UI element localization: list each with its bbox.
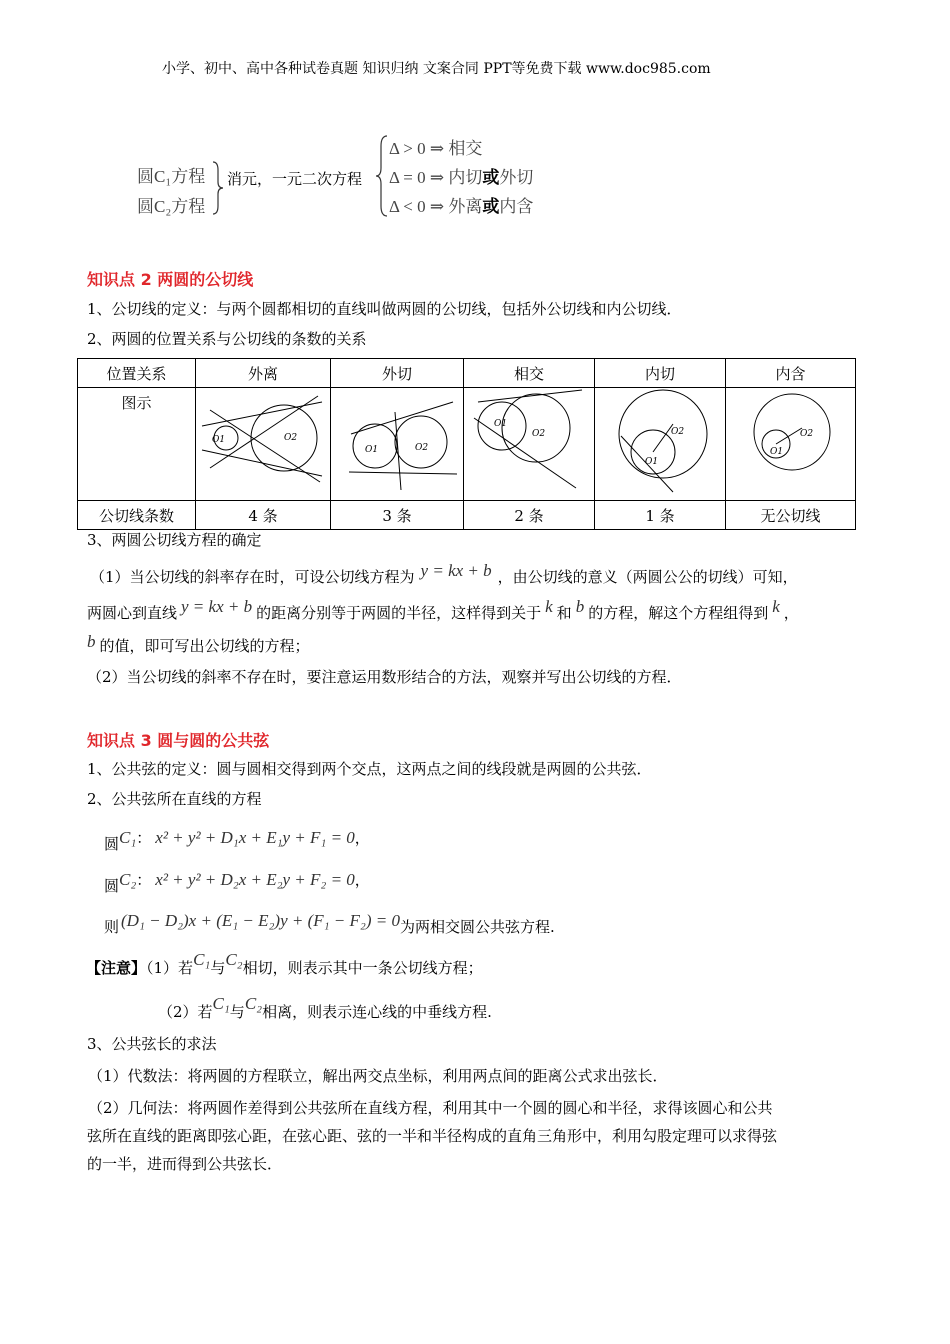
figure-separate — [196, 388, 331, 501]
case-tangent-or: 或 — [482, 168, 500, 188]
col-separate: 外离 — [196, 359, 331, 388]
note2-with: 与 — [229, 1003, 245, 1021]
row-header-cell: 位置关系 — [78, 359, 196, 388]
note1-with: 与 — [210, 959, 226, 977]
note-label: 【注意】 — [86, 959, 147, 977]
eq-chord: (D₁ − D₂)x + (E₁ − E₂)y + (F₁ − F₂) = 0 — [121, 911, 400, 930]
section2-p2: 2、两圆的位置关系与公切线的条数的关系 — [87, 330, 367, 348]
p4-b: ，由公切线的意义（两圆公公的切线）可知， — [497, 568, 798, 586]
label-o2: O2 — [415, 443, 429, 453]
p5-and: 和 — [556, 604, 572, 622]
var-k: k — [545, 597, 553, 616]
eq-tangent-line: y = kx + b — [420, 561, 492, 580]
label-o1: O1 — [770, 447, 784, 457]
int-tangent-diagram — [595, 388, 725, 494]
c1-symbol: C₁ — [119, 828, 137, 847]
col-int-tangent: 内切 — [595, 359, 726, 388]
label-o1: O1 — [645, 457, 659, 467]
note2-c2: C₂ — [244, 994, 263, 1013]
section2-p7: （2）当公切线的斜率不存在时，要注意运用数形结合的方法，观察并写出公切线的方程． — [87, 668, 682, 686]
p6-text: 的值，即可写出公切线的方程； — [99, 637, 310, 655]
count-int-tangent: 1 条 — [595, 501, 726, 530]
section3-p7: 的一半，进而得到公共弦长． — [87, 1155, 283, 1173]
eq-chord-line — [104, 911, 555, 936]
count-separate: 4 条 — [196, 501, 331, 530]
ze: 则 — [104, 918, 120, 936]
section3-p3: 3、公共弦长的求法 — [87, 1035, 217, 1053]
right-brace — [374, 134, 390, 218]
section2-p5 — [87, 597, 799, 623]
eq-circle-1-line — [104, 828, 370, 853]
contain-diagram — [726, 388, 855, 494]
section2-p3: 3、两圆公切线方程的确定 — [87, 531, 262, 549]
table-row — [78, 359, 856, 388]
case-separate-or: 或 — [482, 197, 500, 217]
table-row — [78, 388, 856, 501]
ext-tangent-diagram — [331, 388, 463, 494]
col-contain: 内含 — [726, 359, 856, 388]
section3-p4: （1）代数法：将两圆的方程联立，解出两交点坐标，利用两点间的距离公式求出弦长． — [88, 1067, 668, 1085]
label-o1: O1 — [212, 435, 226, 445]
page-header: 小学、初中、高中各种试卷真题 知识归纳 文案合同 PPT等免费下载 www.doc985.com — [162, 61, 711, 77]
colon-2: ： — [136, 871, 152, 889]
eq-circle-2-line — [104, 870, 370, 895]
col-intersect: 相交 — [464, 359, 595, 388]
yuan-1: 圆 — [104, 835, 120, 853]
eq-tangent-line-2: y = kx + b — [181, 597, 253, 616]
note-1-line — [86, 950, 483, 978]
c2-symbol: C₂ — [119, 870, 137, 889]
intersect-diagram — [464, 388, 594, 494]
note1-c2: C₂ — [225, 950, 243, 969]
case-separate-a: Δ < 0 ⇒ 外离 — [389, 197, 483, 216]
col-ext-tangent: 外切 — [331, 359, 464, 388]
note1-b: 相切，则表示其中一条公切线方程； — [242, 959, 483, 977]
note1-c1: C₁ — [193, 950, 211, 969]
tangent-table — [77, 358, 856, 530]
p5-a: 两圆心到直线 — [87, 604, 178, 622]
section3-heading: 知识点 3 圆与圆的公共弦 — [87, 731, 270, 750]
section2-p1: 1、公切线的定义：与两个圆都相切的直线叫做两圆的公切线，包括外公切线和内公切线． — [87, 300, 682, 318]
note2-a: （2）若 — [158, 1003, 213, 1021]
yuan-2: 圆 — [104, 877, 120, 895]
count-intersect: 2 条 — [464, 501, 595, 530]
label-o2: O2 — [800, 429, 814, 439]
section3-p2: 2、公共弦所在直线的方程 — [87, 790, 262, 808]
count-ext-tangent: 3 条 — [331, 501, 464, 530]
label-o1: O1 — [494, 419, 508, 429]
var-k-2: k — [772, 597, 780, 616]
p4-a: （1）当公切线的斜率存在时，可设公切线方程为 — [90, 568, 415, 586]
p5-b: 的距离分别等于两圆的半径，这样得到关于 — [256, 604, 542, 622]
count-contain: 无公切线 — [726, 501, 856, 530]
label-o2: O2 — [671, 427, 685, 437]
note1-a: （1）若 — [146, 959, 194, 977]
separate-diagram — [196, 388, 330, 494]
var-b-2: b — [87, 632, 96, 651]
label-o1: O1 — [365, 445, 379, 455]
eq-circle-2: x² + y² + D₂x + E₂y + F₂ = 0 — [155, 870, 355, 889]
case-tangent — [389, 163, 533, 188]
section3-p5: （2）几何法：将两圆作差得到公共弦所在直线方程，利用其中一个圆的圆心和半径，求得该圆心和公共 — [88, 1099, 773, 1117]
row-count-cell: 公切线条数 — [78, 501, 196, 530]
system-left-2: 圆C₂方程 — [137, 197, 206, 216]
case-tangent-a: Δ = 0 ⇒ 内切 — [389, 168, 483, 187]
case-separate — [389, 192, 533, 217]
system-left-1: 圆C₁方程 — [137, 167, 206, 186]
case-separate-b: 内含 — [499, 197, 534, 216]
case-intersect: Δ > 0 ⇒ 相交 — [389, 139, 483, 158]
section3-p1: 1、公共弦的定义：圆与圆相交得到两个交点，这两点之间的线段就是两圆的公共弦． — [87, 760, 652, 778]
p5-c: 的方程，解这个方程组得到 — [588, 604, 769, 622]
colon-1: ： — [136, 829, 152, 847]
label-o2: O2 — [532, 429, 546, 439]
section2-p6 — [87, 632, 310, 656]
left-brace — [210, 160, 226, 216]
comma-2: ， — [354, 871, 370, 889]
section3-p6: 弦所在直线的距离即弦心距，在弦心距、弦的一半和半径构成的直角三角形中，利用勾股定理可以求得弦 — [87, 1127, 778, 1145]
case-tangent-b: 外切 — [499, 168, 534, 187]
label-o2: O2 — [284, 433, 298, 443]
table-row — [78, 501, 856, 530]
eq-circle-1: x² + y² + D₁x + E₁y + F₁ = 0 — [155, 828, 355, 847]
figure-intersect — [464, 388, 595, 501]
note2-c1: C₁ — [212, 994, 230, 1013]
system-middle: 消元，一元二次方程 — [227, 170, 363, 188]
note2-b: 相离，则表示连心线的中垂线方程. — [262, 1003, 492, 1021]
figure-contain — [726, 388, 856, 501]
row-figure-cell: 图示 — [78, 388, 196, 501]
var-b: b — [575, 597, 585, 616]
figure-ext-tangent — [331, 388, 464, 501]
chord-tail: 为两相交圆公共弦方程. — [399, 918, 555, 936]
figure-int-tangent — [595, 388, 726, 501]
comma-1: ， — [354, 829, 370, 847]
section2-heading: 知识点 2 两圆的公切线 — [87, 270, 254, 289]
note-2-line — [158, 994, 492, 1022]
section2-p4 — [90, 561, 798, 587]
p5-comma: ， — [783, 604, 799, 622]
